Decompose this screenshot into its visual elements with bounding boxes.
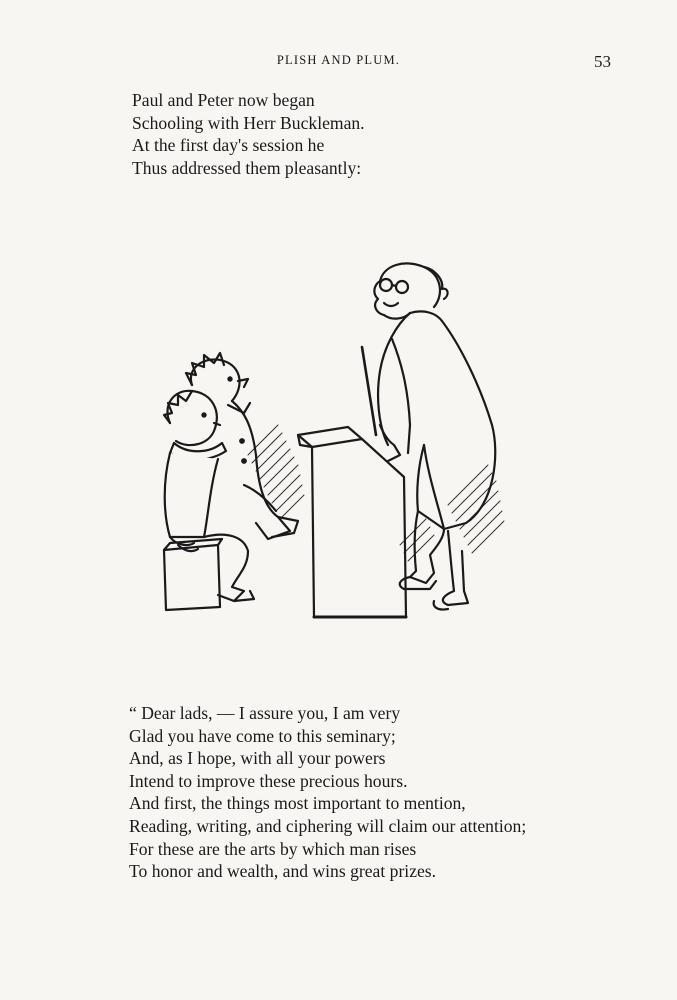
verse-line: Schooling with Herr Buckleman. (132, 112, 365, 133)
stanza-top (132, 89, 365, 179)
verse-line: Reading, writing, and ciphering will claim our attention; (129, 815, 527, 836)
teacher-and-boys-drawing-icon (148, 255, 518, 620)
verse-line: At the first day's session he (132, 135, 325, 156)
verse-line: Thus addressed them pleasantly: (132, 157, 362, 178)
verse-line: Paul and Peter now began (132, 90, 315, 110)
verse-line: To honor and wealth, and wins great prizes. (129, 861, 437, 882)
verse-line: Glad you have come to this seminary; (129, 725, 396, 746)
verse-line: For these are the arts by which man rises (129, 838, 417, 859)
verse-line: Intend to improve these precious hours. (129, 770, 408, 791)
running-title: PLISH AND PLUM. (276, 53, 401, 67)
verse-line: And, as I hope, with all your powers (129, 748, 386, 769)
verse-line: And first, the things most important to mention, (129, 793, 466, 814)
stanza-bottom (129, 702, 526, 883)
page-number: 53 (594, 52, 611, 71)
verse-line: “ Dear lads, — I assure you, I am very (129, 703, 401, 723)
